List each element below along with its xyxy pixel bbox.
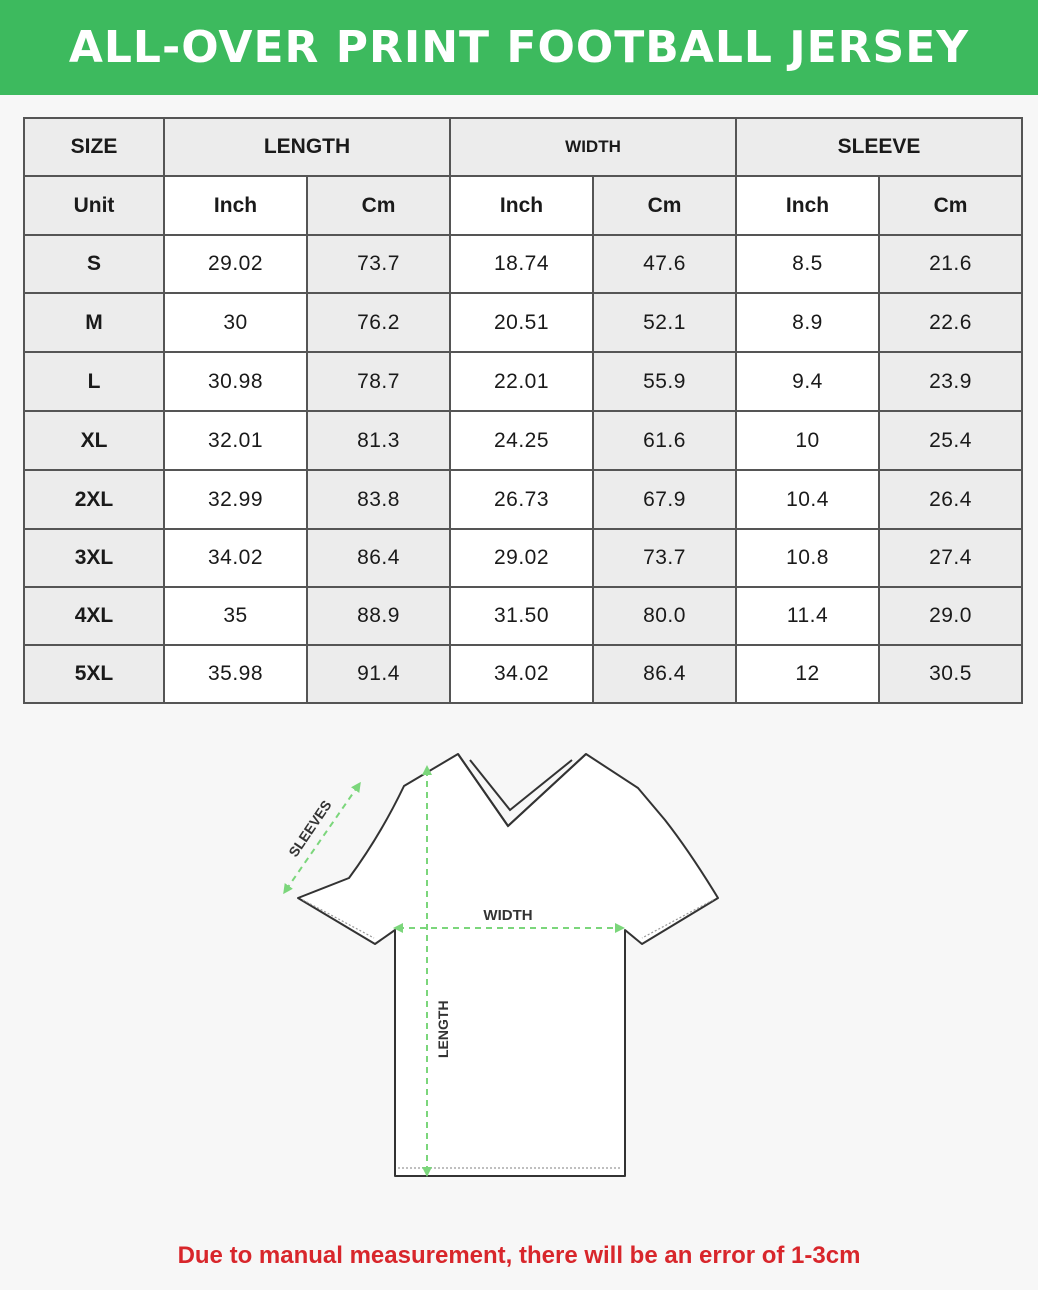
width-inch-cell: 29.02 xyxy=(450,529,593,587)
table-row xyxy=(24,352,1022,411)
table-row xyxy=(24,529,1022,587)
size-cell: XL xyxy=(24,411,164,470)
width-inch-cell: 20.51 xyxy=(450,293,593,352)
width-inch-cell: 34.02 xyxy=(450,645,593,703)
sleeve-cm-cell: 23.9 xyxy=(879,352,1022,411)
jersey-outline xyxy=(298,754,718,1176)
header-row xyxy=(24,118,1022,176)
width-inch-cell: 31.50 xyxy=(450,587,593,645)
table-row xyxy=(24,587,1022,645)
sleeve-cm-cell: 22.6 xyxy=(879,293,1022,352)
sleeve-inch-label: Inch xyxy=(736,176,879,235)
width-inch-cell: 18.74 xyxy=(450,235,593,293)
length-cm-cell: 86.4 xyxy=(307,529,450,587)
table-row xyxy=(24,645,1022,703)
sleeve-inch-cell: 9.4 xyxy=(736,352,879,411)
sleeve-cm-cell: 30.5 xyxy=(879,645,1022,703)
length-inch-cell: 35 xyxy=(164,587,307,645)
length-cm-cell: 88.9 xyxy=(307,587,450,645)
length-label: LENGTH xyxy=(435,1000,451,1058)
length-cm-cell: 83.8 xyxy=(307,470,450,529)
table-row xyxy=(24,235,1022,293)
length-inch-label: Inch xyxy=(164,176,307,235)
size-cell: 4XL xyxy=(24,587,164,645)
size-cell: L xyxy=(24,352,164,411)
length-cm-cell: 73.7 xyxy=(307,235,450,293)
sleeve-inch-cell: 10.4 xyxy=(736,470,879,529)
width-cm-cell: 73.7 xyxy=(593,529,736,587)
jersey-diagram xyxy=(270,740,740,1190)
length-cm-cell: 76.2 xyxy=(307,293,450,352)
measurement-note: Due to manual measurement, there will be an error of 1-3cm xyxy=(177,1242,861,1269)
table-row xyxy=(24,293,1022,352)
sleeve-inch-cell: 8.5 xyxy=(736,235,879,293)
length-cm-cell: 81.3 xyxy=(307,411,450,470)
width-inch-cell: 24.25 xyxy=(450,411,593,470)
width-label: WIDTH xyxy=(483,907,533,924)
length-cm-cell: 78.7 xyxy=(307,352,450,411)
width-header: WIDTH xyxy=(450,118,736,176)
length-inch-cell: 35.98 xyxy=(164,645,307,703)
title-banner xyxy=(0,0,1038,95)
width-cm-cell: 67.9 xyxy=(593,470,736,529)
width-inch-label: Inch xyxy=(450,176,593,235)
sleeve-inch-cell: 11.4 xyxy=(736,587,879,645)
length-cm-cell: 91.4 xyxy=(307,645,450,703)
length-inch-cell: 32.01 xyxy=(164,411,307,470)
width-cm-cell: 61.6 xyxy=(593,411,736,470)
size-cell: S xyxy=(24,235,164,293)
sleeve-inch-cell: 10 xyxy=(736,411,879,470)
sleeve-cm-cell: 25.4 xyxy=(879,411,1022,470)
width-cm-label: Cm xyxy=(593,176,736,235)
width-cm-cell: 55.9 xyxy=(593,352,736,411)
sleeve-inch-cell: 12 xyxy=(736,645,879,703)
width-cm-cell: 47.6 xyxy=(593,235,736,293)
length-inch-cell: 29.02 xyxy=(164,235,307,293)
width-cm-cell: 86.4 xyxy=(593,645,736,703)
length-header: LENGTH xyxy=(164,118,450,176)
page-title: ALL-OVER PRINT FOOTBALL JERSEY xyxy=(68,21,970,73)
size-cell: M xyxy=(24,293,164,352)
size-cell: 2XL xyxy=(24,470,164,529)
size-cell: 3XL xyxy=(24,529,164,587)
sleeves-label: SLEEVES xyxy=(285,797,335,860)
width-inch-cell: 26.73 xyxy=(450,470,593,529)
length-inch-cell: 30.98 xyxy=(164,352,307,411)
table-row xyxy=(24,470,1022,529)
length-inch-cell: 32.99 xyxy=(164,470,307,529)
sleeve-inch-cell: 8.9 xyxy=(736,293,879,352)
width-inch-cell: 22.01 xyxy=(450,352,593,411)
length-inch-cell: 34.02 xyxy=(164,529,307,587)
sleeve-cm-cell: 27.4 xyxy=(879,529,1022,587)
sleeve-cm-cell: 29.0 xyxy=(879,587,1022,645)
sleeve-cm-cell: 26.4 xyxy=(879,470,1022,529)
table-row xyxy=(24,411,1022,470)
length-cm-label: Cm xyxy=(307,176,450,235)
unit-label: Unit xyxy=(24,176,164,235)
sleeve-cm-label: Cm xyxy=(879,176,1022,235)
size-chart-table xyxy=(23,117,1023,704)
size-cell: 5XL xyxy=(24,645,164,703)
length-inch-cell: 30 xyxy=(164,293,307,352)
sleeve-cm-cell: 21.6 xyxy=(879,235,1022,293)
sleeve-header: SLEEVE xyxy=(736,118,1022,176)
size-header: SIZE xyxy=(24,118,164,176)
width-cm-cell: 52.1 xyxy=(593,293,736,352)
sleeve-inch-cell: 10.8 xyxy=(736,529,879,587)
width-cm-cell: 80.0 xyxy=(593,587,736,645)
unit-row xyxy=(24,176,1022,235)
